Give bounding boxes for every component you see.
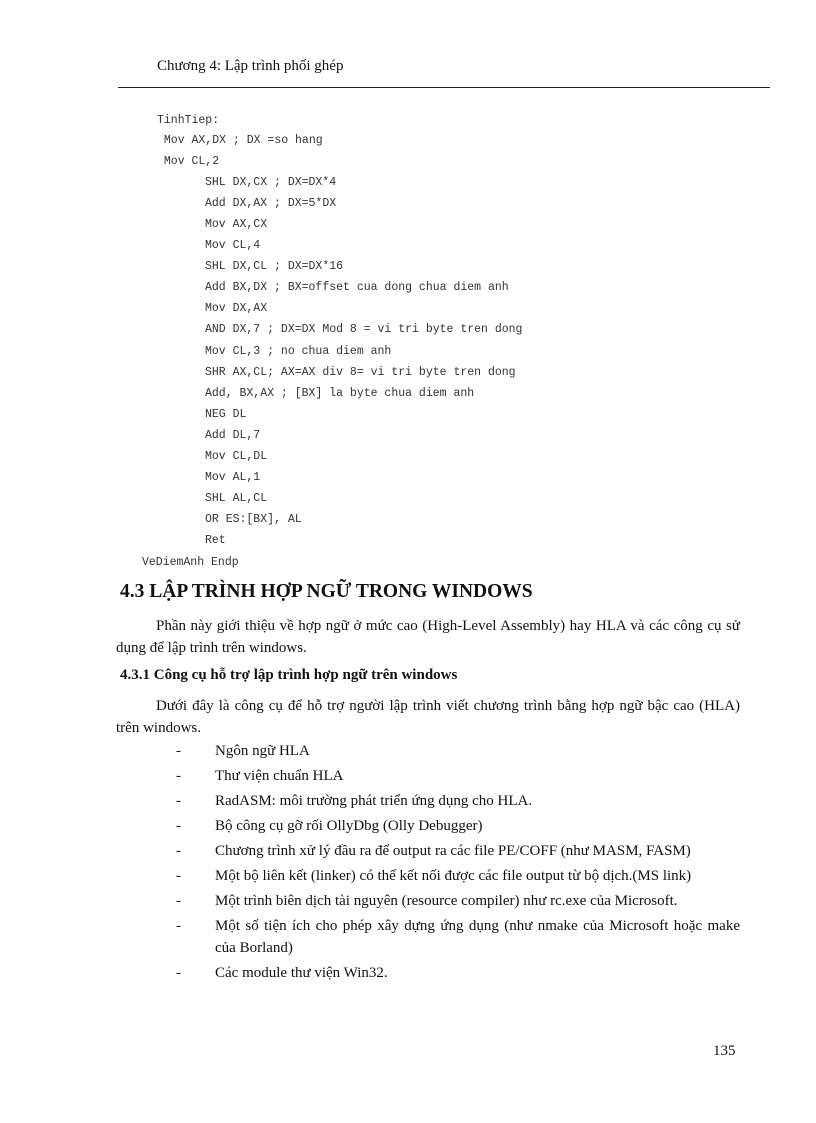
header-divider	[118, 87, 770, 88]
code-line: Ret	[205, 534, 226, 547]
code-line: Mov CL,3 ; no chua diem anh	[205, 345, 392, 358]
list-item-text: RadASM: môi trường phát triển ứng dụng cho HLA.	[215, 793, 533, 809]
list-bullet: -	[176, 893, 181, 909]
code-line: NEG DL	[205, 408, 247, 421]
code-line: SHR AX,CL; AX=AX div 8= vi tri byte tren dong	[205, 366, 516, 379]
chapter-header: Chương 4: Lập trình phối ghép	[157, 58, 344, 74]
list-bullet: -	[176, 868, 181, 884]
code-line: Add DX,AX ; DX=5*DX	[205, 197, 337, 210]
list-item-text: Một bộ liên kết (linker) có thể kết nối được các file output từ bộ dịch.(MS link)	[215, 868, 692, 884]
subsection-intro-paragraph	[116, 695, 740, 739]
code-line: Mov AX,CX	[205, 218, 268, 231]
code-line: VeDiemAnh Endp	[142, 556, 239, 569]
section-intro-paragraph	[116, 615, 740, 659]
list-item-text: Thư viện chuẩn HLA	[215, 768, 344, 784]
code-line: Add BX,DX ; BX=offset cua dong chua diem anh	[205, 281, 509, 294]
section-intro-text: Phần này giới thiệu về hợp ngữ ở mức cao (High-Level Assembly) hay HLA và các công cụ sử dụng để lập trình trên windows.	[116, 618, 740, 656]
list-bullet: -	[176, 965, 181, 981]
code-line: SHL DX,CX ; DX=DX*4	[205, 176, 337, 189]
code-line: Mov AX,DX ; DX =so hang	[157, 134, 323, 147]
page-number: 135	[713, 1043, 736, 1059]
list-bullet: -	[176, 743, 181, 759]
code-line: TinhTiep:	[157, 114, 220, 127]
code-line: SHL DX,CL ; DX=DX*16	[205, 260, 344, 273]
code-line: AND DX,7 ; DX=DX Mod 8 = vi tri byte tren dong	[205, 323, 523, 336]
code-line: Mov CL,4	[205, 239, 261, 252]
list-bullet: -	[176, 793, 181, 809]
code-line: Mov DX,AX	[205, 302, 268, 315]
list-bullet: -	[176, 918, 181, 934]
section-heading: 4.3 LẬP TRÌNH HỢP NGỮ TRONG WINDOWS	[120, 581, 533, 602]
code-line: Add, BX,AX ; [BX] la byte chua diem anh	[205, 387, 475, 400]
list-bullet: -	[176, 818, 181, 834]
code-line: Mov CL,DL	[205, 450, 268, 463]
subsection-intro-text: Dưới đây là công cụ để hỗ trợ người lập trình viết chương trình bằng hợp ngữ bậc cao (HLA) trên windows.	[116, 698, 740, 736]
list-bullet: -	[176, 768, 181, 784]
code-line: SHL AL,CL	[205, 492, 268, 505]
list-item-text: Bộ công cụ gỡ rối OllyDbg (Olly Debugger)	[215, 818, 483, 834]
code-line: OR ES:[BX], AL	[205, 513, 302, 526]
list-item-text: Chương trình xử lý đầu ra để output ra các file PE/COFF (như MASM, FASM)	[215, 843, 691, 859]
code-line: Mov CL,2	[157, 155, 220, 168]
list-item-text: Các module thư viện Win32.	[215, 965, 388, 981]
code-line: Mov AL,1	[205, 471, 261, 484]
code-line: Add DL,7	[205, 429, 261, 442]
list-item-text: Một trình biên dịch tài nguyên (resource compiler) như rc.exe của Microsoft.	[215, 893, 678, 909]
list-item-text: Một số tiện ích cho phép xây dựng ứng dụng (như nmake của Microsoft hoặc make của Borland)	[215, 918, 740, 956]
list-item-text: Ngôn ngữ HLA	[215, 743, 310, 759]
list-bullet: -	[176, 843, 181, 859]
subsection-heading: 4.3.1 Công cụ hỗ trợ lập trình hợp ngữ trên windows	[120, 667, 458, 683]
